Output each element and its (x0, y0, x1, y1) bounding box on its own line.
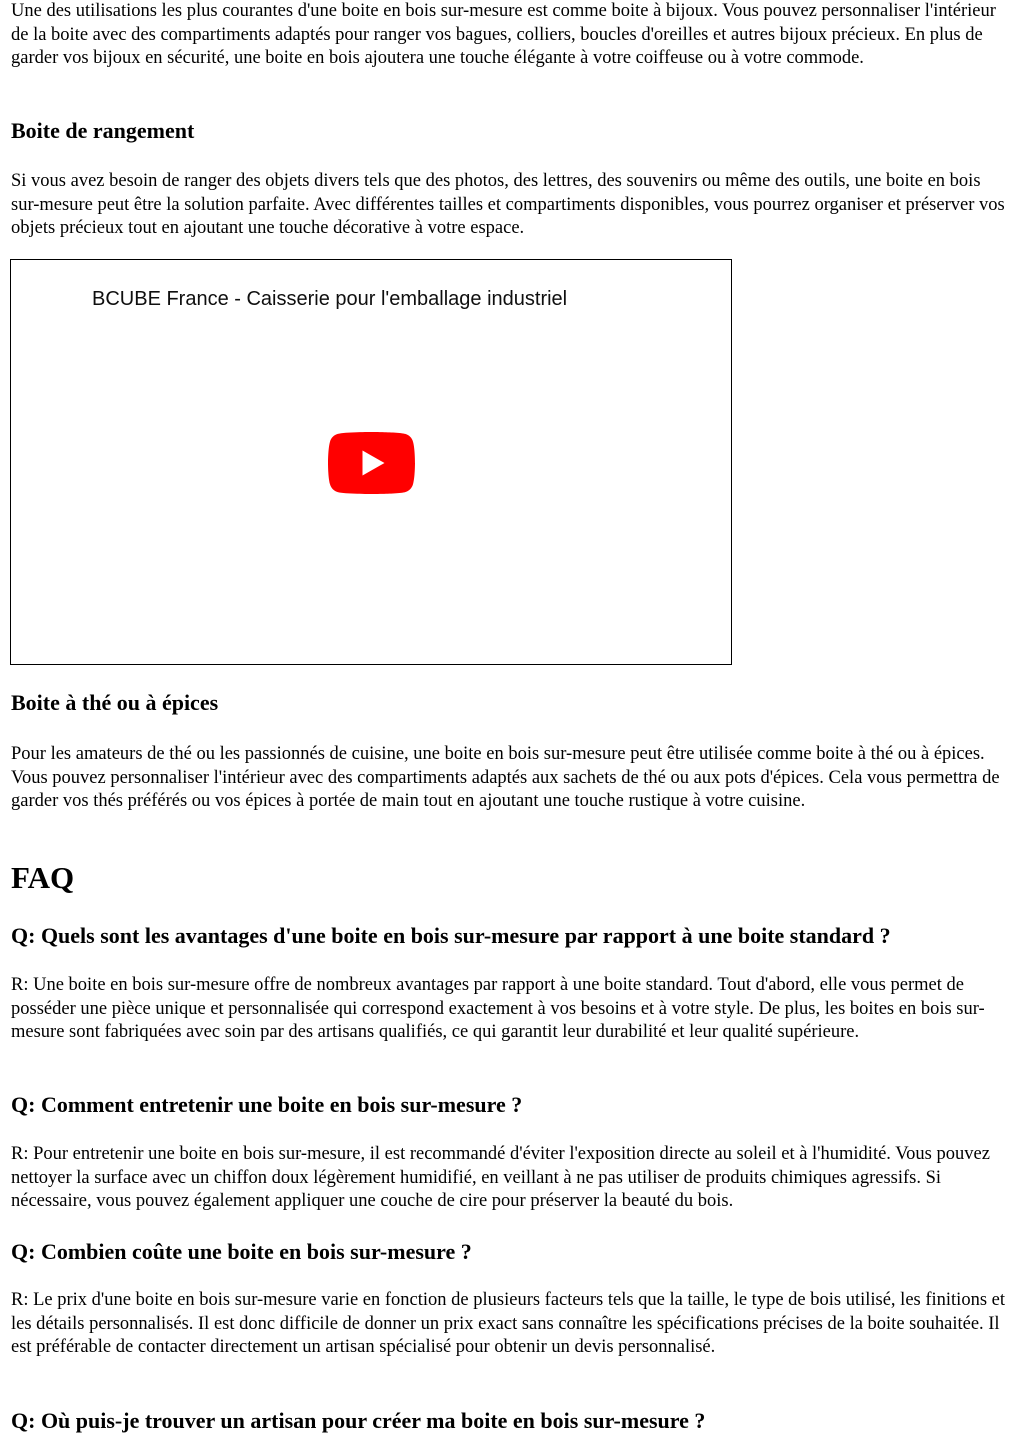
paragraph-boite-de-rangement: Si vous avez besoin de ranger des objets divers tels que des photos, des lettres, des souvenirs ou même des outils, une boite en bois sur-mesure peut être la solution parfaite. Avec différentes tailles et compartiments disponibles, vous pourrez organiser et préserver vos objets précieux tout en ajoutant une touche décorative à votre espace. (11, 171, 1005, 238)
faq-answer: R: Une boite en bois sur-mesure offre de nombreux avantages par rapport à une boite standard. Tout d'abord, elle vous permet de posséder une pièce unique et personnalisée qui correspond exactement à vos besoins et à votre style. De plus, les boites en bois sur-mesure sont fabriquées avec soin par des artisans qualifiés, ce qui garantit leur durabilité et leur qualité supérieure. (11, 975, 985, 1042)
faq-answer: R: Le prix d'une boite en bois sur-mesure varie en fonction de plusieurs facteurs tels que la taille, le type de bois utilisé, les finitions et les détails personnalisés. Il est donc difficile de donner un prix exact sans connaître les spécifications précises de la boite souhaitée. Il est préférable de contacter directement un artisan spécialisé pour obtenir un devis personnalisé. (11, 1290, 1005, 1357)
faq-question: Q: Quels sont les avantages d'une boite en bois sur-mesure par rapport à une boite standard ? (11, 923, 891, 948)
faq-question: Q: Où puis-je trouver un artisan pour créer ma boite en bois sur-mesure ? (11, 1408, 706, 1433)
intro-paragraph: Une des utilisations les plus courantes d'une boite en bois sur-mesure est comme boite à bijoux. Vous pouvez personnaliser l'intérieur de la boite avec des compartiments adaptés pour ranger vos bagues, colliers, boucles d'oreilles et autres bijoux précieux. En plus de garder vos bijoux en sécurité, une boite en bois ajoutera une touche élégante à votre coiffeuse ou à votre commode. (11, 1, 996, 68)
video-title[interactable]: BCUBE France - Caisserie pour l'emballage industriel (92, 288, 568, 310)
heading-boite-the-epices: Boite à thé ou à épices (11, 690, 219, 715)
youtube-video-embed[interactable] (10, 259, 732, 665)
faq-question: Q: Combien coûte une boite en bois sur-mesure ? (11, 1239, 472, 1264)
faq-question: Q: Comment entretenir une boite en bois sur-mesure ? (11, 1092, 523, 1117)
faq-heading: FAQ (11, 860, 75, 895)
faq-answer: R: Pour entretenir une boite en bois sur-mesure, il est recommandé d'éviter l'exposition directe au soleil et à l'humidité. Vous pouvez nettoyer la surface avec un chiffon doux légèrement humidifié, en veillant à ne pas utiliser de produits chimiques agressifs. Si nécessaire, vous pouvez également appliquer une couche de cire pour préserver la beauté du bois. (11, 1144, 990, 1211)
youtube-play-icon[interactable] (328, 432, 415, 494)
heading-boite-de-rangement: Boite de rangement (11, 118, 195, 143)
paragraph-boite-the-epices: Pour les amateurs de thé ou les passionnés de cuisine, une boite en bois sur-mesure peut être utilisée comme boite à thé ou à épices. Vous pouvez personnaliser l'intérieur avec des compartiments adaptés aux sachets de thé ou aux pots d'épices. Cela vous permettra de garder vos thés préférés ou vos épices à portée de main tout en ajoutant une touche rustique à votre cuisine. (11, 744, 1000, 811)
